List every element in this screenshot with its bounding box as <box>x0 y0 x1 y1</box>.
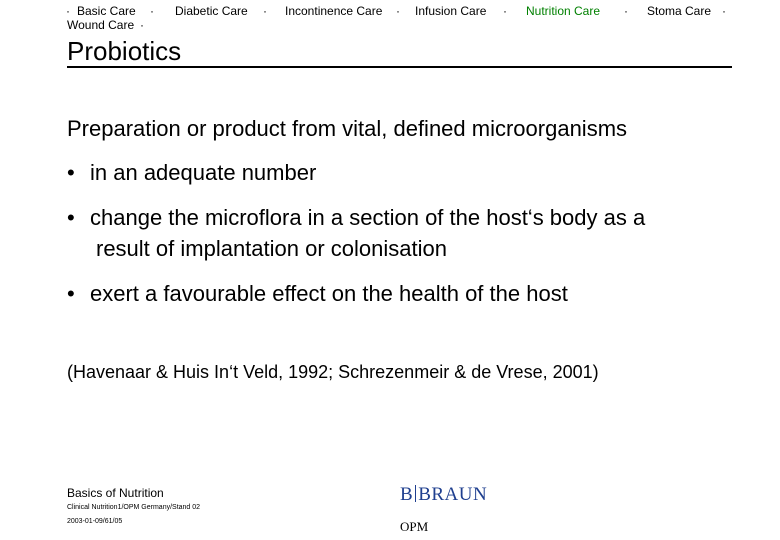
footer-title: Basics of Nutrition <box>67 486 164 500</box>
bullet-item <box>67 203 747 265</box>
bullet-text: change the microflora in a section of the host‘s body as a <box>90 205 646 230</box>
logo-wordmark: BRAUN <box>418 484 488 505</box>
footer-subtitle: Clinical Nutrition1/OPM Germany/Stand 02 <box>67 504 201 511</box>
logo-letter: B <box>400 484 414 505</box>
nav-separator: · <box>722 4 726 18</box>
nav-item-diabetic-care[interactable]: Diabetic Care <box>175 4 248 18</box>
nav-item-infusion-care[interactable]: Infusion Care <box>415 4 487 18</box>
nav-item-incontinence-care[interactable]: Incontinence Care <box>285 4 383 18</box>
bbraun-logo <box>400 484 487 506</box>
nav-separator: · <box>263 4 267 18</box>
logo-divider <box>415 485 416 502</box>
nav-item-nutrition-care[interactable]: Nutrition Care <box>526 4 601 18</box>
bullet-glyph: • <box>67 160 75 185</box>
definition-text: Preparation or product from vital, defined microorganisms <box>67 116 628 141</box>
nav-separator: · <box>624 4 628 18</box>
nav-item-wound-care[interactable]: Wound Care <box>67 18 135 32</box>
nav-separator: · <box>503 4 507 18</box>
bullet-glyph: • <box>67 281 75 306</box>
bullet-item <box>67 158 747 188</box>
nav-separator: · <box>66 4 70 18</box>
opm-label: OPM <box>400 519 429 534</box>
top-nav <box>0 4 780 34</box>
bullet-text: in an adequate number <box>90 160 317 185</box>
nav-separator: · <box>140 18 144 32</box>
footer-date: 2003-01-09/61/05 <box>67 518 123 525</box>
nav-item-basic-care[interactable]: Basic Care <box>77 4 136 18</box>
bullet-item <box>67 279 747 309</box>
bullet-text-continuation: result of implantation or colonisation <box>96 236 447 261</box>
slide-title: Probiotics <box>67 36 182 66</box>
citation: (Havenaar & Huis In‘t Veld, 1992; Schrezenmeir & de Vrese, 2001) <box>67 362 599 382</box>
title-divider <box>67 66 732 68</box>
bullet-glyph: • <box>67 205 75 230</box>
nav-item-stoma-care[interactable]: Stoma Care <box>647 4 712 18</box>
nav-separator: · <box>396 4 400 18</box>
nav-separator: · <box>150 4 154 18</box>
bullet-text: exert a favourable effect on the health of the host <box>90 281 568 306</box>
